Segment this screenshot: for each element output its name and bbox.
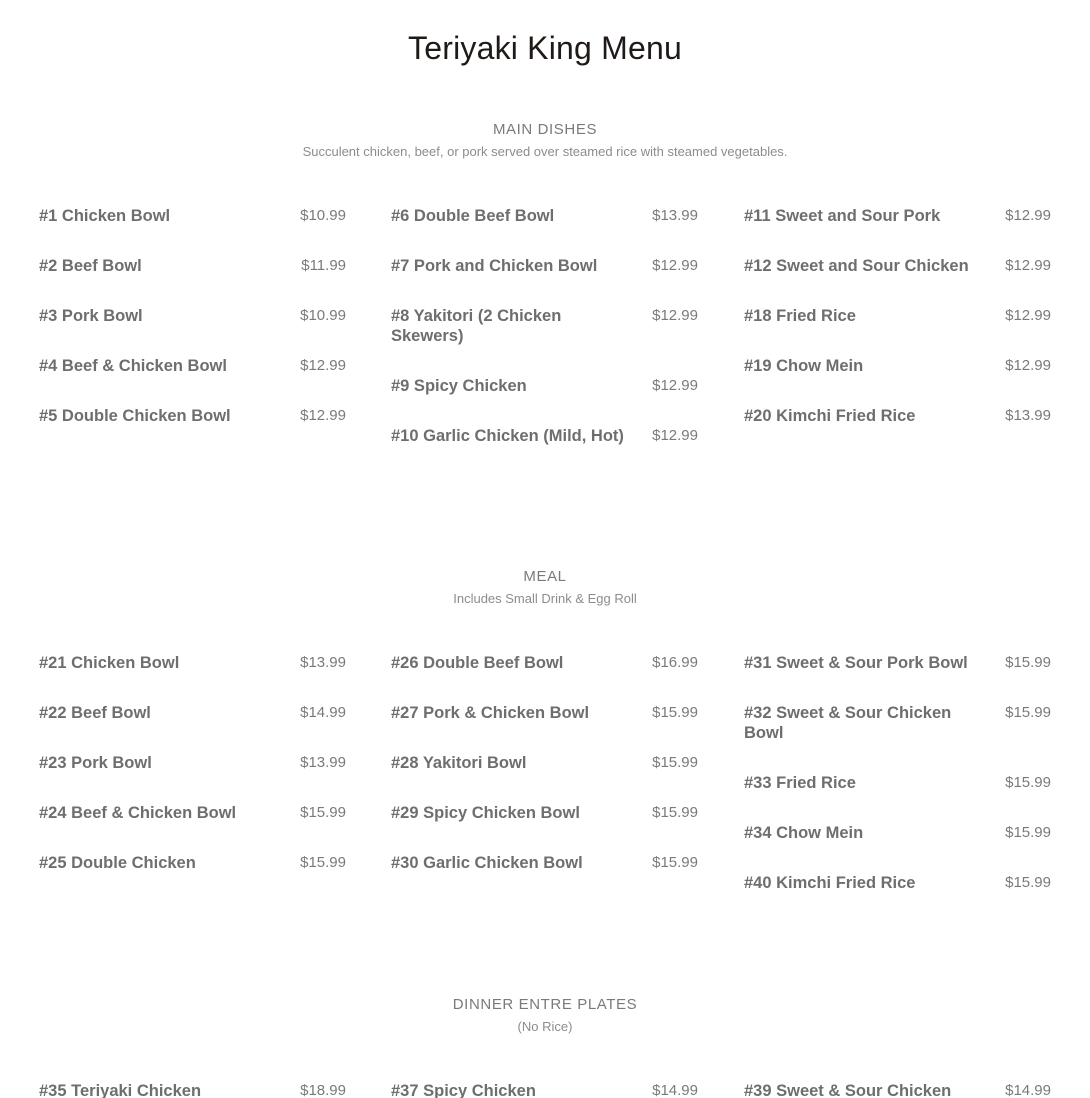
menu-column: [39, 653, 346, 903]
menu-item: [39, 803, 346, 823]
menu-item-name: #9 Spicy Chicken: [391, 377, 527, 395]
menu-item-price: $14.99: [1005, 1082, 1051, 1098]
menu-item: [391, 376, 698, 396]
menu-item-price: $15.99: [300, 804, 346, 821]
menu-item-name: #6 Double Beef Bowl: [391, 207, 555, 225]
menu-item: [744, 703, 1051, 743]
menu-item-price: $13.99: [652, 207, 698, 224]
menu-item-name: #39 Sweet & Sour Chicken: [744, 1082, 952, 1098]
menu-item: [391, 426, 698, 446]
menu-item-name: #28 Yakitori Bowl: [391, 754, 527, 772]
menu-item: [39, 853, 346, 873]
menu-item: [39, 206, 346, 226]
menu-item-price: $15.99: [652, 704, 698, 721]
menu-item: [39, 306, 346, 326]
menu-item: [391, 1081, 698, 1098]
menu-item-price: $12.99: [1005, 257, 1051, 274]
menu-item-name: #25 Double Chicken: [39, 854, 196, 872]
menu-item: [39, 703, 346, 723]
menu-item-name: #30 Garlic Chicken Bowl: [391, 854, 583, 872]
menu-item-price: $15.99: [1005, 874, 1051, 891]
section-header: [0, 121, 1090, 159]
menu-item-price: $13.99: [300, 654, 346, 671]
menu-item: [744, 653, 1051, 673]
menu-item-name: #10 Garlic Chicken (Mild, Hot): [391, 427, 624, 445]
section-title: MEAL: [523, 568, 567, 585]
section-subtitle: (No Rice): [517, 1019, 573, 1034]
menu-item: [391, 753, 698, 773]
menu-item-price: $14.99: [652, 1082, 698, 1098]
menu-item: [391, 306, 698, 346]
menu-item: [744, 256, 1051, 276]
menu-item-price: $12.99: [300, 357, 346, 374]
menu-item-price: $12.99: [652, 307, 698, 324]
menu-item: [391, 206, 698, 226]
menu-item: [39, 653, 346, 673]
menu-item-name: #34 Chow Mein: [744, 824, 864, 842]
menu-item: [744, 873, 1051, 893]
menu-item: [391, 256, 698, 276]
section-subtitle: Includes Small Drink & Egg Roll: [453, 591, 637, 606]
menu-item-price: $12.99: [1005, 307, 1051, 324]
section-dinner-entre-plates: [0, 996, 1090, 1098]
menu-item-price: $15.99: [1005, 774, 1051, 791]
page-title: Teriyaki King Menu: [408, 30, 682, 66]
menu-item-name: #22 Beef Bowl: [39, 704, 151, 722]
menu-item-name: #29 Spicy Chicken Bowl: [391, 804, 580, 822]
menu-item-name: #26 Double Beef Bowl: [391, 654, 564, 672]
menu-item-name: #2 Beef Bowl: [39, 257, 142, 275]
menu-item-name: #32 Sweet & Sour Chicken Bowl: [744, 704, 952, 742]
menu-item: [744, 1081, 1051, 1098]
menu-item-price: $15.99: [652, 804, 698, 821]
menu-item-name: #21 Chicken Bowl: [39, 654, 180, 672]
menu-item-name: #18 Fried Rice: [744, 307, 856, 325]
menu-item-price: $12.99: [1005, 357, 1051, 374]
menu-item-price: $11.99: [301, 257, 346, 274]
menu-item: [391, 653, 698, 673]
menu-item-name: #23 Pork Bowl: [39, 754, 152, 772]
menu-item: [39, 406, 346, 426]
menu-item: [39, 1081, 346, 1098]
menu-item: [391, 853, 698, 873]
menu-item-name: #1 Chicken Bowl: [39, 207, 171, 225]
menu-item-name: #35 Teriyaki Chicken: [39, 1082, 202, 1098]
menu-column: [391, 653, 698, 903]
menu-item-price: $18.99: [300, 1082, 346, 1098]
menu-item-name: #37 Spicy Chicken: [391, 1082, 536, 1098]
menu-item-price: $15.99: [1005, 704, 1051, 721]
menu-item-price: $12.99: [652, 427, 698, 444]
menu-item: [744, 306, 1051, 326]
menu-column: [39, 206, 346, 456]
menu-item-name: #27 Pork & Chicken Bowl: [391, 704, 590, 722]
section-title: DINNER ENTRE PLATES: [452, 996, 638, 1013]
menu-item-name: #12 Sweet and Sour Chicken: [744, 257, 969, 275]
menu-column: [391, 1081, 698, 1098]
menu-item-price: $12.99: [652, 257, 698, 274]
section-title: MAIN DISHES: [492, 121, 598, 138]
menu-item-price: $13.99: [1005, 407, 1051, 424]
menu-item: [744, 773, 1051, 793]
menu-item-price: $12.99: [652, 377, 698, 394]
menu-item-price: $15.99: [1005, 824, 1051, 841]
menu-column: [744, 1081, 1051, 1098]
menu-item-price: $12.99: [300, 407, 346, 424]
menu-item-name: #20 Kimchi Fried Rice: [744, 407, 916, 425]
menu-item-price: $15.99: [652, 854, 698, 871]
section-main-dishes: [0, 121, 1090, 445]
menu-item-name: #31 Sweet & Sour Pork Bowl: [744, 654, 968, 672]
menu-item: [39, 753, 346, 773]
menu-item-price: $10.99: [300, 207, 346, 224]
menu-item-name: #8 Yakitori (2 Chicken Skewers): [391, 307, 562, 345]
menu-item-price: $15.99: [1005, 654, 1051, 671]
menu-item-name: #4 Beef & Chicken Bowl: [39, 357, 227, 375]
menu-item-name: #19 Chow Mein: [744, 357, 864, 375]
menu-item-price: $12.99: [1005, 207, 1051, 224]
menu-column: [391, 206, 698, 476]
menu-item-price: $14.99: [300, 704, 346, 721]
menu-item: [391, 803, 698, 823]
menu-column: [744, 206, 1051, 456]
menu-item: [744, 356, 1051, 376]
menu-item: [744, 406, 1051, 426]
menu-item-name: #40 Kimchi Fried Rice: [744, 874, 916, 892]
menu-item: [744, 823, 1051, 843]
menu-column: [39, 1081, 346, 1098]
section-subtitle: Succulent chicken, beef, or pork served over steamed rice with steamed vegetables.: [302, 144, 788, 159]
section-header: [0, 568, 1090, 606]
menu-item-name: #7 Pork and Chicken Bowl: [391, 257, 598, 275]
menu-column: [744, 653, 1051, 923]
menu-item-price: $10.99: [300, 307, 346, 324]
menu-item: [391, 703, 698, 723]
menu-item: [39, 256, 346, 276]
menu-item-price: $16.99: [652, 654, 698, 671]
menu-item: [39, 356, 346, 376]
section-meal: [0, 568, 1090, 892]
menu-item: [744, 206, 1051, 226]
menu-item-price: $15.99: [652, 754, 698, 771]
menu-item-price: $15.99: [300, 854, 346, 871]
menu-item-name: #5 Double Chicken Bowl: [39, 407, 231, 425]
menu-item-name: #24 Beef & Chicken Bowl: [39, 804, 237, 822]
section-header: [0, 996, 1090, 1034]
menu-item-name: #11 Sweet and Sour Pork: [744, 207, 941, 225]
menu-item-price: $13.99: [300, 754, 346, 771]
menu-item-name: #33 Fried Rice: [744, 774, 856, 792]
menu-item-name: #3 Pork Bowl: [39, 307, 143, 325]
